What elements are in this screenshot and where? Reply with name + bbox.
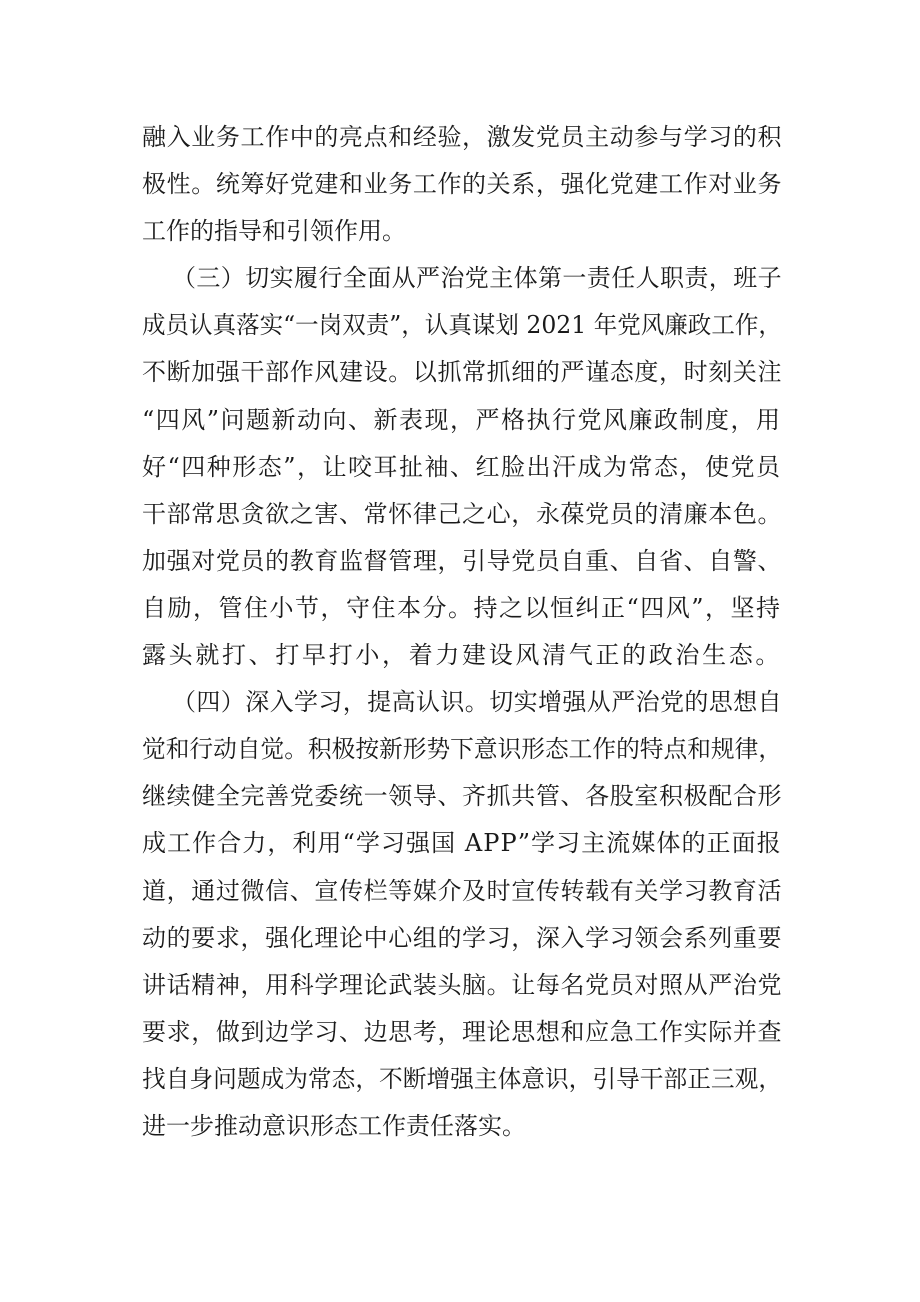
text-line: 动的要求，强化理论中心组的学习，深入学习领会系列重要 [142,923,783,952]
text-line: 不断加强干部作风建设。以抓常抓细的严谨态度，时刻关注 [142,358,783,387]
text-line: 继续健全完善党委统一领导、齐抓共管、各股室积极配合形 [142,782,783,811]
text-line: 进一步推动意识形态工作责任落实。 [142,1111,526,1140]
text-line: 成工作合力，利用“学习强国 APP”学习主流媒体的正面报 [142,829,782,858]
text-line: 工作的指导和引领作用。 [142,217,406,246]
text-line: 露头就打、打早打小，着力建设风清气正的政治生态。 [142,641,783,670]
text-line: 要求，做到边学习、边思考，理论思想和应急工作实际并查 [142,1017,783,1046]
text-line: 融入业务工作中的亮点和经验，激发党员主动参与学习的积 [142,123,783,151]
text-line: 讲话精神，用科学理论武装头脑。让每名党员对照从严治党 [142,970,783,999]
text-line: 干部常思贪欲之害、常怀律己之心，永葆党员的清廉本色。 [142,499,783,528]
text-line: 极性。统筹好党建和业务工作的关系，强化党建工作对业务 [142,170,783,199]
text-line: 加强对党员的教育监督管理，引导党员自重、自省、自警、 [142,546,783,575]
text-line: （四）深入学习，提高认识。切实增强从严治党的思想自 [172,688,782,717]
document-body [142,114,782,1150]
text-line: “四风”问题新动向、新表现，严格执行党风廉政制度，用 [142,405,782,434]
text-line: 成员认真落实“一岗双责”，认真谋划 2021 年党风廉政工作， [142,311,782,340]
text-line: 好“四种形态”，让咬耳扯袖、红脸出汗成为常态，使党员 [142,452,782,481]
text-line: 道，通过微信、宣传栏等媒介及时宣传转载有关学习教育活 [142,876,783,905]
text-line: 觉和行动自觉。积极按新形势下意识形态工作的特点和规律， [142,735,783,764]
text-line: 自励，管住小节，守住本分。持之以恒纠正“四风”，坚持 [142,593,782,622]
text-line: （三）切实履行全面从严治党主体第一责任人职责，班子 [172,264,782,293]
text-line: 找自身问题成为常态，不断增强主体意识，引导干部正三观， [142,1064,783,1093]
